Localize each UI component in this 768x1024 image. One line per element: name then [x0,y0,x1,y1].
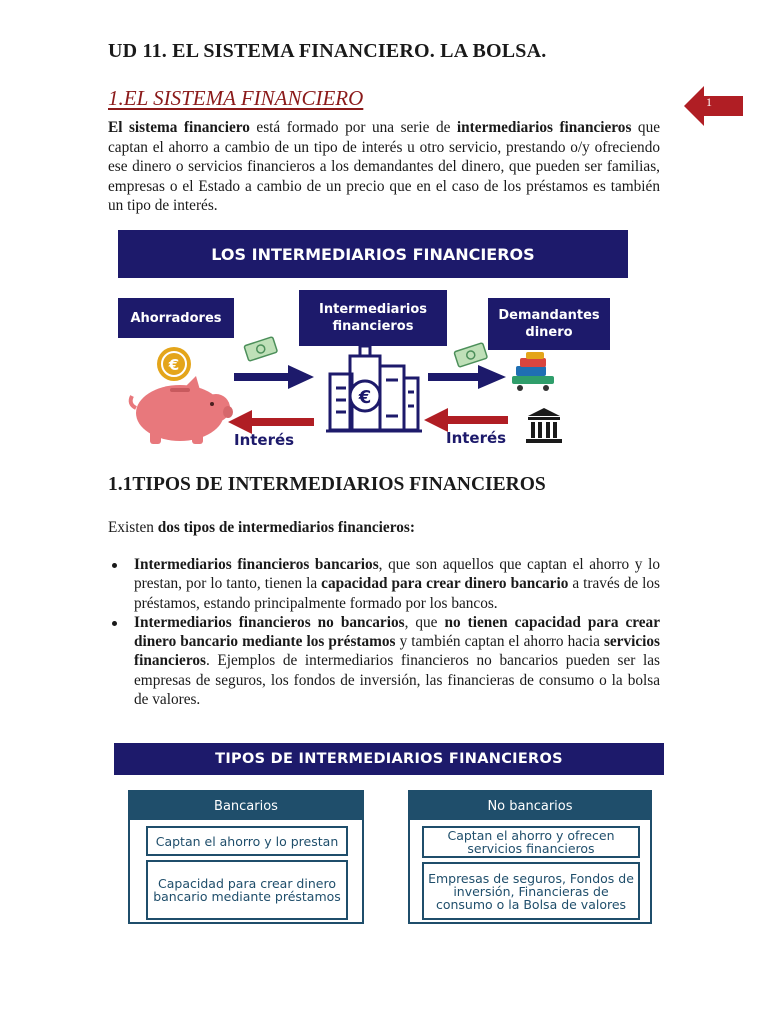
types-list [108,555,660,709]
non-banking-header: No bancarios [410,792,650,820]
non-banking-box-1: Captan el ahorro y ofrecen servicios financieros [422,826,640,858]
non-banking-box-2: Empresas de seguros, Fondos de inversión, Financieras de consumo o la Bolsa de valores [422,862,640,920]
bold-text: intermediarios financieros [456,119,632,136]
bold-text: servicios financieros [134,633,661,670]
arrow-right-icon [234,365,314,389]
bold-text: dos tipos de intermediarios financieros: [157,519,415,536]
money-icon [454,343,487,367]
svg-text:€: € [358,387,372,408]
bold-text: Intermediarios financieros no bancarios [134,613,405,631]
intro-paragraph: El sistema financiero está formado por una serie de intermediarios financieros que captan el ahorro a cambio de un tipo de interés u otro servicio, prestando o/y ofreciendo ese dinero o servicios financieros a los demandantes del dinero, que pueden ser familias, empresas o el Estado a cambio de un precio que en el caso de los préstamos es también un tipo de interés. [108,119,661,214]
savers-box: Ahorradores [118,298,234,338]
types-infographic-title: TIPOS DE INTERMEDIARIOS FINANCIEROS [114,743,664,775]
page-title: UD 11. EL SISTEMA FINANCIERO. LA BOLSA. [108,40,547,62]
piggy-bank-icon [131,376,233,444]
buildings-icon [326,332,422,431]
subsection-title: 1.1TIPOS DE INTERMEDIARIOS FINANCIEROS [108,474,546,495]
types-intro: Existen dos tipos de intermediarios financieros: [108,519,415,536]
money-icon [244,337,277,361]
svg-text:€: € [168,356,180,374]
non-banking-column [408,790,652,924]
demanders-box: Demandantes dinero [488,298,610,350]
bold-text: Intermediarios financieros bancarios [134,556,379,573]
banking-box-1: Captan el ahorro y lo prestan [146,826,348,856]
intermediaries-box: Intermediarios financieros [299,290,447,346]
arrow-right-icon [428,365,506,389]
section-title: 1.EL SISTEMA FINANCIERO [108,86,364,110]
infographic-title: LOS INTERMEDIARIOS FINANCIEROS [118,230,628,278]
page-number-badge[interactable] [684,86,744,126]
list-item: Intermediarios financieros bancarios, que son aquellos que captan el ahorro y lo prestan, por lo tanto, tienen la capacidad para crear dinero bancario a través de los préstamos, estando principalmente formado por los bancos. [108,555,660,613]
page-number: 1 [706,95,712,109]
interest-label-left: Interés [234,431,295,449]
bold-text: no tienen capacidad para crear dinero bancario mediante los préstamos [134,613,660,651]
list-item: Intermediarios financieros no bancarios, que no tienen capacidad para crear dinero bancario mediante los préstamos y también captan el ahorro hacia servicios financieros. Ejemplos de intermediarios financieros no bancarios pueden ser las empresas de seguros, los fondos de inversión, las financieras de consumo o la bolsa de valores. [108,613,660,709]
bold-text: El sistema financiero [108,119,250,136]
banking-box-2: Capacidad para crear dinero bancario mediante préstamos [146,860,348,920]
interest-label-right: Interés [446,429,507,447]
euro-coin-icon [157,347,191,381]
infographic-financial-intermediaries [116,228,632,454]
bank-icon [526,408,562,443]
cart-icon [512,352,554,391]
banking-column [128,790,364,924]
banking-header: Bancarios [130,792,362,820]
bold-text: capacidad para crear dinero bancario [321,575,569,593]
